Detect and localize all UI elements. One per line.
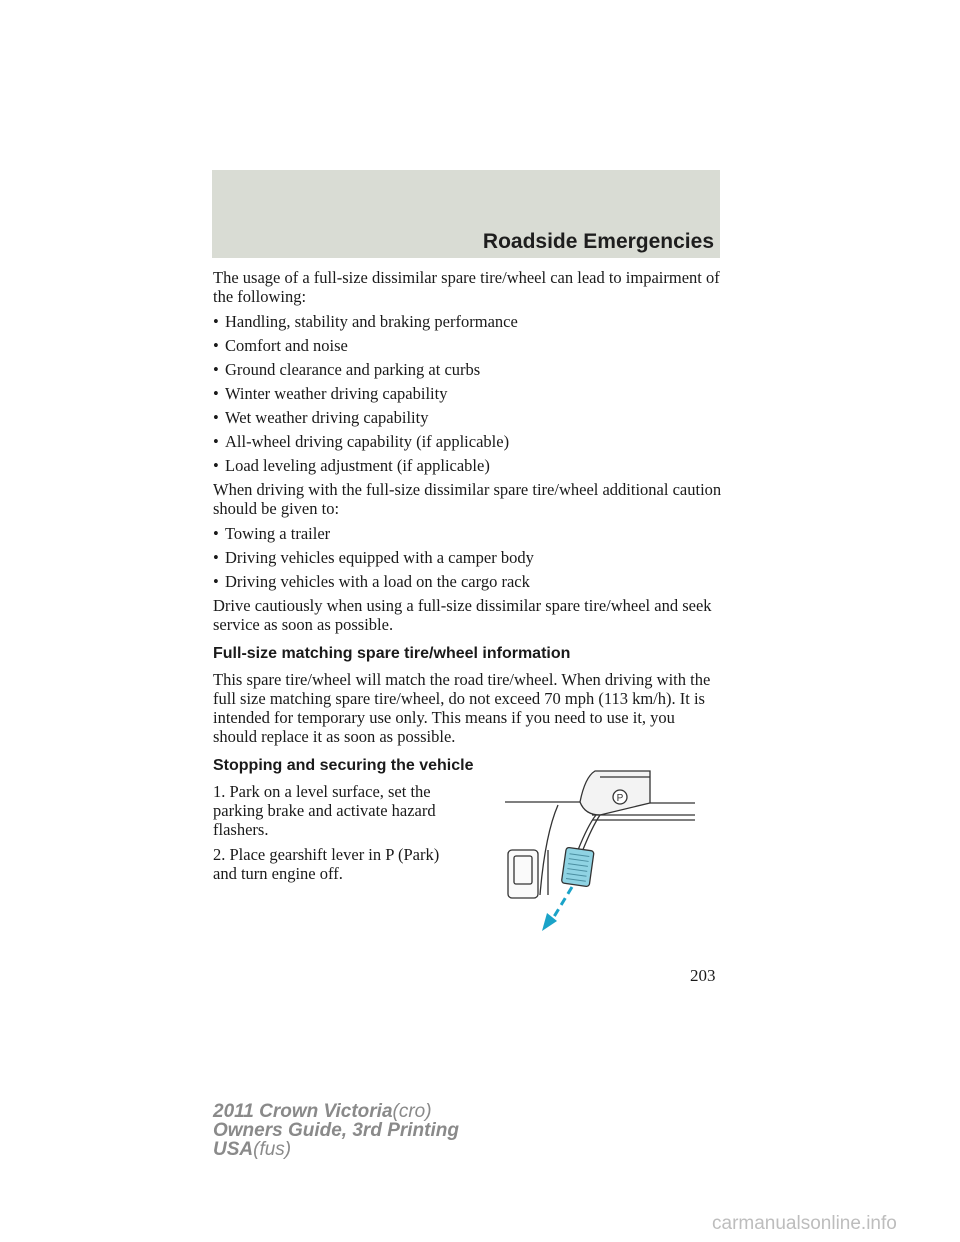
intro-paragraph: The usage of a full-size dissimilar spare tire/wheel can lead to impairment of the following:	[213, 268, 720, 306]
list-item: • Towing a trailer	[213, 524, 331, 543]
section-title: Roadside Emergencies	[482, 230, 714, 253]
footer	[213, 1102, 459, 1159]
list-item: • Handling, stability and braking performance	[213, 312, 518, 331]
press-arrow-icon	[552, 887, 572, 920]
list-item: • Driving vehicles with a load on the cargo rack	[213, 572, 530, 591]
list-item: • All-wheel driving capability (if applicable)	[213, 432, 510, 451]
drive-note-paragraph: Drive cautiously when using a full-size dissimilar spare tire/wheel and seek service as soon as possible.	[213, 596, 712, 634]
section-header-band	[212, 170, 720, 258]
matching-spare-heading: Full-size matching spare tire/wheel information	[213, 645, 571, 662]
step-1: 1. Park on a level surface, set the parking brake and activate hazard flashers.	[213, 782, 436, 839]
list-item: • Ground clearance and parking at curbs	[213, 360, 481, 379]
matching-spare-paragraph: This spare tire/wheel will match the road tire/wheel. When driving with the full size matching spare tire/wheel, do not exceed 70 mph (113 km/h). It is intended for temporary use only. This means if you need to use it, you should replace it as soon as possible.	[213, 670, 711, 746]
footer-region-code: (fus)	[253, 1139, 292, 1160]
footer-model-code: (cro)	[392, 1101, 432, 1122]
caution-intro-paragraph: When driving with the full-size dissimilar spare tire/wheel additional caution should be given to:	[213, 480, 722, 518]
watermark: carmanualsonline.info	[712, 1213, 897, 1234]
list-item: • Load leveling adjustment (if applicable)	[213, 456, 490, 475]
gear-label: P	[616, 793, 624, 804]
brake-pedal-icon	[561, 847, 594, 887]
list-item: • Wet weather driving capability	[213, 408, 429, 427]
step-2: 2. Place gearshift lever in P (Park) and turn engine off.	[213, 845, 440, 883]
list-item: • Comfort and noise	[213, 336, 348, 355]
footer-region: USA	[213, 1139, 254, 1160]
list-item: • Winter weather driving capability	[213, 384, 448, 403]
list-item: • Driving vehicles equipped with a camper body	[213, 548, 534, 567]
footer-guide: Owners Guide, 3rd Printing	[213, 1120, 459, 1141]
impairment-list	[213, 312, 723, 475]
brake-pedal-illustration	[500, 765, 700, 935]
footer-model: 2011 Crown Victoria	[213, 1101, 393, 1122]
caution-list	[213, 524, 723, 591]
page-number: 203	[690, 966, 716, 985]
stopping-heading: Stopping and securing the vehicle	[213, 757, 474, 774]
